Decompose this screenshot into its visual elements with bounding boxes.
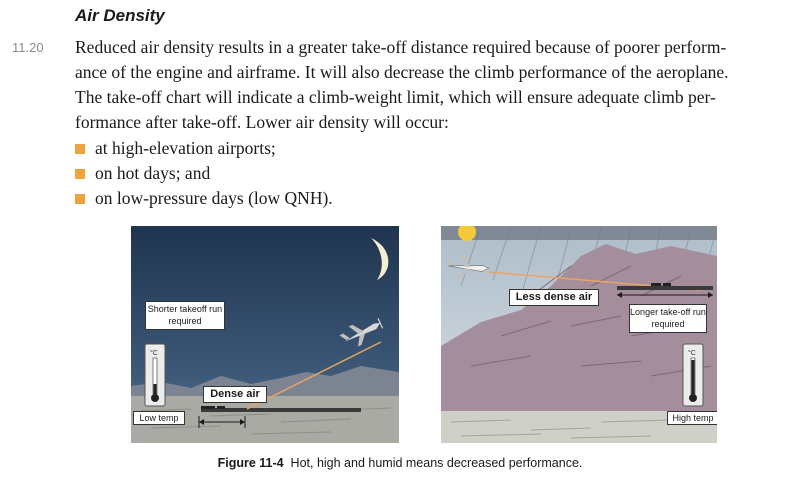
bullet-item	[75, 186, 333, 211]
bullet-square-icon	[75, 169, 85, 179]
bullet-list	[75, 136, 333, 211]
section-heading: Air Density	[75, 6, 165, 25]
thermometer-unit: °C	[688, 350, 696, 357]
high-temp-label: High temp	[667, 411, 717, 425]
figure-panel-day	[441, 226, 717, 443]
paragraph-line: formance after take-off. Lower air density will occur:	[75, 112, 449, 132]
runway-marker	[651, 283, 661, 286]
paragraph	[75, 35, 775, 135]
less-dense-air-label: Less dense air	[509, 289, 599, 306]
figure-panel-night	[131, 226, 399, 443]
bullet-square-icon	[75, 144, 85, 154]
paragraph-line: The take-off chart will indicate a climb-weight limit, which will ensure adequate climb per-	[75, 87, 716, 107]
callout-longer-run	[629, 304, 707, 333]
callout-shorter-run	[145, 301, 225, 330]
figure-caption	[0, 456, 800, 470]
paragraph-number: 11.20	[12, 40, 44, 55]
cloud-band	[441, 226, 717, 240]
bullet-item	[75, 161, 333, 186]
bullet-text: on low-pressure days (low QNH).	[95, 188, 333, 208]
runway-marker	[201, 406, 215, 409]
thermometer-unit: °C	[150, 350, 158, 357]
paragraph-line: ance of the engine and airframe. It will also decrease the climb performance of the aeroplane.	[75, 62, 729, 82]
runway-marker	[217, 406, 225, 409]
runway-marker	[663, 283, 671, 286]
dense-air-label: Dense air	[203, 386, 267, 403]
callout-shorter-run-text: Shorter takeoff run required	[147, 304, 223, 326]
bullet-item	[75, 136, 333, 161]
bullet-text: at high-elevation airports;	[95, 138, 276, 158]
callout-longer-run-text: Longer take-off run required	[630, 307, 706, 329]
runway	[617, 286, 713, 290]
low-temp-label: Low temp	[133, 411, 185, 425]
paragraph-line: Reduced air density results in a greater take-off distance required because of poorer perform-	[75, 37, 727, 57]
bullet-text: on hot days; and	[95, 163, 211, 183]
figure-caption-text: Hot, high and humid means decreased performance.	[290, 456, 583, 470]
figure-caption-label: Figure 11-4	[217, 456, 284, 470]
bullet-square-icon	[75, 194, 85, 204]
